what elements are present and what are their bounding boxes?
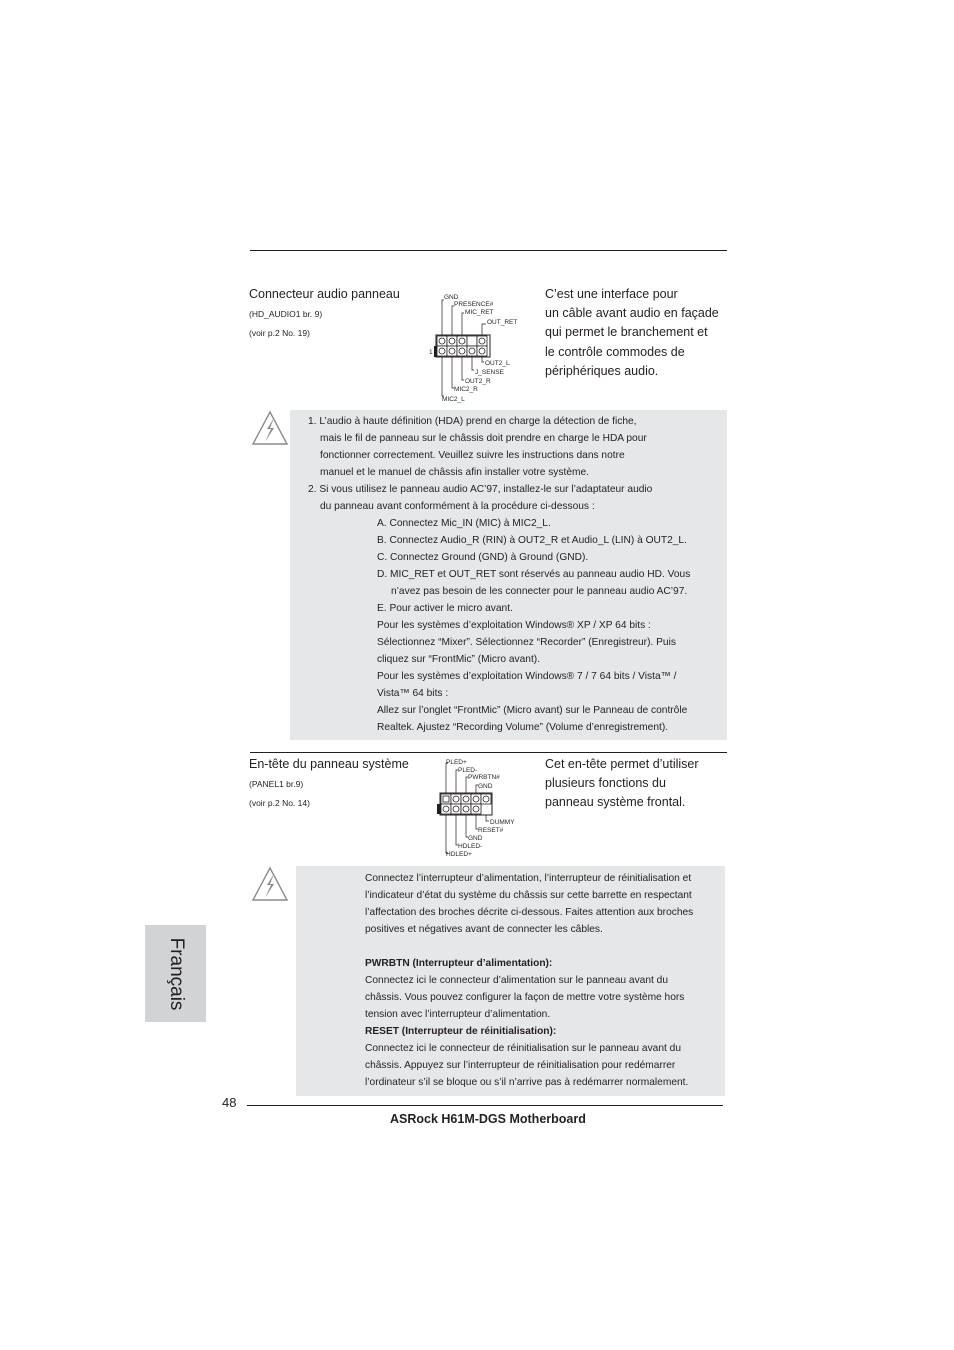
panel-description xyxy=(545,755,699,813)
note-line: du panneau avant conformément à la procédure ci-dessous : xyxy=(320,501,595,512)
pin-label-mic2-r: MIC2_R xyxy=(454,386,478,393)
note-line: Connectez ici le connecteur de réinitialisation sur le panneau avant du xyxy=(365,1043,682,1054)
warning-icon xyxy=(251,409,289,447)
description-line: qui permet le branchement et xyxy=(545,325,708,340)
note-line: n’avez pas besoin de les connecter pour le panneau audio AC’97. xyxy=(391,586,688,597)
description-line: un câble avant audio en façade xyxy=(545,306,719,321)
note-line: 2. Si vous utilisez le panneau audio AC’97, installez-le sur l’adaptateur audio xyxy=(308,484,653,495)
footer-divider xyxy=(247,1105,723,1106)
audio-header-ref: (HD_AUDIO1 br. 9) xyxy=(249,309,323,319)
description-line: Cet en-tête permet d’utiliser xyxy=(545,757,699,771)
pin-label-out2-r: OUT2_R xyxy=(465,378,491,385)
pin-label-gnd: GND xyxy=(444,294,459,301)
note-line: châssis. Appuyez sur l’interrupteur de réinitialisation pour redémarrer xyxy=(365,1060,676,1071)
note-line: Pour les systèmes d’exploitation Windows® 7 / 7 64 bits / Vista™ / xyxy=(377,671,677,682)
note-line: Allez sur l’onglet “FrontMic” (Micro avant) sur le Panneau de contrôle xyxy=(377,705,688,716)
note-line: A. Connectez Mic_IN (MIC) à MIC2_L. xyxy=(377,518,551,529)
note-line: Vista™ 64 bits : xyxy=(377,688,449,699)
reset-heading: RESET (Interrupteur de réinitialisation): xyxy=(365,1026,557,1037)
footer-title: ASRock H61M-DGS Motherboard xyxy=(390,1112,586,1126)
note-line: C. Connectez Ground (GND) à Ground (GND). xyxy=(377,552,589,563)
pin-label-pled-minus: PLED- xyxy=(458,767,478,774)
description-line: plusieurs fonctions du xyxy=(545,776,666,791)
description-line: le contrôle commodes de xyxy=(545,344,685,359)
description-line: périphériques audio. xyxy=(545,363,659,378)
description-line: C’est une interface pour xyxy=(545,287,678,301)
description-line: panneau système frontal. xyxy=(545,795,686,810)
pin-label-dummy: DUMMY xyxy=(490,819,515,826)
audio-description xyxy=(545,285,719,381)
section-divider xyxy=(250,752,727,753)
pin-label-j-sense: J_SENSE xyxy=(475,369,504,376)
pin-label-pled-plus: PLED+ xyxy=(446,759,467,766)
note-line: l’indicateur d’état du système du châssis sur cette barrette en respectant xyxy=(365,890,692,901)
note-line: B. Connectez Audio_R (RIN) à OUT2_R et Audio_L (LIN) à OUT2_L. xyxy=(377,535,687,546)
panel-header-diagram xyxy=(434,755,520,859)
language-side-tab xyxy=(145,925,206,1022)
note-line: 1. L’audio à haute définition (HDA) prend en charge la détection de fiche, xyxy=(308,416,637,427)
note-line: cliquez sur “FrontMic” (Micro avant). xyxy=(377,654,541,665)
note-line: manuel et le manuel de châssis afin installer votre système. xyxy=(320,467,589,478)
pin-label-hdled-plus: HDLED+ xyxy=(446,851,472,858)
note-line: Connectez l’interrupteur d’alimentation, l’interrupteur de réinitialisation et xyxy=(365,873,692,884)
note-line: Pour les systèmes d’exploitation Windows® XP / XP 64 bits : xyxy=(377,620,651,631)
top-divider xyxy=(250,250,727,251)
note-line: Sélectionnez “Mixer”. Sélectionnez “Recorder” (Enregistreur). Puis xyxy=(377,637,676,648)
audio-header-diagram xyxy=(428,288,528,406)
panel-see-ref: (voir p.2 No. 14) xyxy=(249,798,310,808)
pwrbtn-heading: PWRBTN (Interrupteur d’alimentation): xyxy=(365,958,553,969)
note-line: tension avec l’interrupteur d’alimentation. xyxy=(365,1009,551,1020)
pin-label-mic-ret: MIC_RET xyxy=(465,309,494,316)
page-number: 48 xyxy=(222,1095,237,1110)
audio-note-box xyxy=(290,410,727,740)
note-line: l’ordinateur s’il se bloque ou s’il n’arrive pas à redémarrer normalement. xyxy=(365,1077,689,1088)
audio-see-ref: (voir p.2 No. 19) xyxy=(249,328,310,338)
note-line: fonctionner correctement. Veuillez suivre les instructions dans notre xyxy=(320,450,625,461)
pin-label-gnd-bottom: GND xyxy=(468,835,483,842)
pin-label-hdled-minus: HDLED- xyxy=(458,843,483,850)
note-line: positives et négatives avant de connecter les câbles. xyxy=(365,924,603,935)
pin-label-out-ret: OUT_RET xyxy=(487,319,518,326)
note-line: mais le fil de panneau sur le châssis doit prendre en charge le HDA pour xyxy=(320,433,647,444)
pin-label-gnd-top: GND xyxy=(478,783,493,790)
pin-label-reset: RESET# xyxy=(478,827,504,834)
pin-label-mic2-l: MIC2_L xyxy=(442,396,465,403)
note-line: D. MIC_RET et OUT_RET sont réservés au panneau audio HD. Vous xyxy=(377,569,691,580)
pin-label-out2-l: OUT2_L xyxy=(485,360,510,367)
panel-header-ref: (PANEL1 br.9) xyxy=(249,779,304,789)
audio-section-title: Connecteur audio panneau xyxy=(249,287,400,301)
warning-icon xyxy=(251,865,289,903)
note-line: châssis. Vous pouvez configurer la façon de mettre votre système hors xyxy=(365,992,685,1003)
language-label: Français xyxy=(165,937,187,1010)
note-line: l’affectation des broches décrite ci-dessous. Faites attention aux broches xyxy=(365,907,694,918)
panel-section-title: En-tête du panneau système xyxy=(249,757,409,771)
panel-note-box xyxy=(296,866,725,1096)
pin-label-pwrbtn: PWRBTN# xyxy=(468,774,500,781)
pin-label-1: 1 xyxy=(429,349,433,356)
note-line: Realtek. Ajustez “Recording Volume” (Volume d’enregistrement). xyxy=(377,722,669,733)
pin-label-presence: PRESENCE# xyxy=(454,301,494,308)
note-line: E. Pour activer le micro avant. xyxy=(377,603,513,614)
note-line: Connectez ici le connecteur d’alimentation sur le panneau avant du xyxy=(365,975,668,986)
